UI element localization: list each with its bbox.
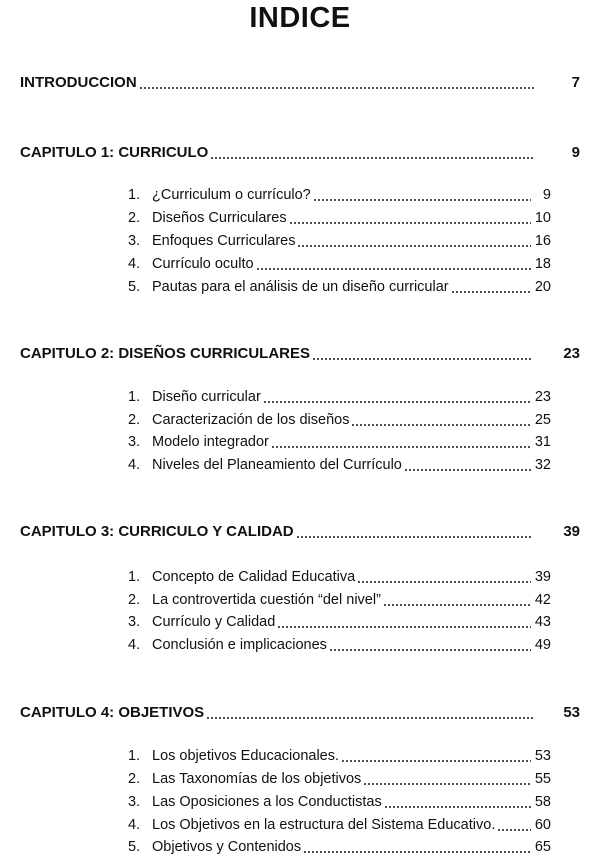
toc-item-label: Conclusión e implicaciones [152,637,327,653]
toc-page-number: 23 [534,389,551,405]
toc-item[interactable] [128,276,551,298]
toc-item-label: Los Objetivos en la estructura del Sistema Educativo. [152,817,496,833]
toc-item-number: 1. [128,569,141,585]
dot-leader [303,850,531,854]
toc-item-label: Caracterización de los diseños [152,412,350,428]
toc-item-label: Modelo integrador [152,434,269,450]
toc-item[interactable] [128,454,551,476]
toc-page-number: 10 [534,210,551,226]
toc-item-label: Las Taxonomías de los objetivos [152,771,362,787]
toc-item-number: 2. [128,412,141,428]
toc-item[interactable] [128,230,551,252]
toc-item-label: Currículo y Calidad [152,614,276,630]
toc-chapter-4[interactable] [20,702,580,724]
toc-page-number: 49 [534,637,551,653]
toc-item[interactable] [128,836,551,858]
toc-page-number: 32 [534,457,551,473]
toc-item[interactable] [128,814,551,836]
toc-page-number: 60 [534,817,551,833]
dot-leader [271,445,531,449]
dot-leader [296,535,534,539]
toc-item-label: Diseños Curriculares [152,210,287,226]
toc-page-number: 53 [534,748,551,764]
toc-chapter-3[interactable] [20,521,580,543]
dot-leader [497,828,531,832]
toc-item-number: 4. [128,457,141,473]
toc-item[interactable] [128,611,551,633]
toc-item-number: 4. [128,256,141,272]
toc-item-label: ¿Curriculum o currículo? [152,187,311,203]
toc-item[interactable] [128,566,551,588]
dot-leader [351,423,530,427]
toc-item-number: 2. [128,592,141,608]
toc-item-number: 5. [128,839,141,855]
toc-item[interactable] [128,409,551,431]
toc-page-number: 25 [534,412,551,428]
dot-leader [363,782,531,786]
toc-page-number: 65 [534,839,551,855]
page-title: INDICE [249,2,351,34]
toc-item[interactable] [128,768,551,790]
toc-chapter-1[interactable] [20,142,580,164]
dot-leader [263,400,531,404]
toc-item-number: 3. [128,233,141,249]
toc-item[interactable] [128,589,551,611]
dot-leader [329,648,531,652]
toc-chapter-label: CAPITULO 2: DISEÑOS CURRICULARES [20,345,311,362]
toc-page-number: 16 [534,233,551,249]
toc-page-number: 7 [571,74,580,91]
toc-item-label: La controvertida cuestión “del nivel” [152,592,381,608]
toc-item-number: 4. [128,817,141,833]
dot-leader [313,198,531,202]
toc-item-number: 1. [128,389,141,405]
toc-item[interactable] [128,386,551,408]
dot-leader [139,86,534,90]
dot-leader [210,156,534,160]
toc-chapter-label: CAPITULO 4: OBJETIVOS [20,704,205,721]
toc-item[interactable] [128,791,551,813]
toc-chapter-label: CAPITULO 3: CURRICULO Y CALIDAD [20,523,294,540]
toc-entry-introduction[interactable] [20,72,580,94]
toc-item[interactable] [128,745,551,767]
toc-item[interactable] [128,431,551,453]
toc-item-number: 4. [128,637,141,653]
toc-item-number: 1. [128,187,141,203]
toc-page-number: 31 [534,434,551,450]
toc-item-number: 1. [128,748,141,764]
toc-page-number: 58 [534,794,551,810]
toc-item-label: Las Oposiciones a los Conductistas [152,794,382,810]
toc-page-number: 23 [563,345,580,362]
toc-item-number: 3. [128,794,141,810]
toc-chapter-2[interactable] [20,343,580,365]
toc-item-label: Currículo oculto [152,256,254,272]
toc-item-number: 2. [128,771,141,787]
toc-item-label: Pautas para el análisis de un diseño curricular [152,279,449,295]
toc-item-label: Concepto de Calidad Educativa [152,569,356,585]
toc-page-number: 53 [563,704,580,721]
toc-item[interactable] [128,253,551,275]
dot-leader [312,357,533,361]
toc-item-number: 3. [128,434,141,450]
toc-item-number: 2. [128,210,141,226]
toc-entry-label: INTRODUCCION [20,74,137,91]
toc-item-label: Enfoques Curriculares [152,233,296,249]
toc-page-number: 42 [534,592,551,608]
toc-page-number: 9 [571,144,580,161]
dot-leader [256,267,531,271]
toc-item-label: Objetivos y Contenidos [152,839,302,855]
toc-page-number: 43 [534,614,551,630]
toc-item-number: 5. [128,279,141,295]
dot-leader [206,716,533,720]
toc-item[interactable] [128,184,551,206]
toc-page-number: 20 [534,279,551,295]
toc-chapter-label: CAPITULO 1: CURRICULO [20,144,209,161]
dot-leader [383,603,531,607]
toc-page-number: 18 [534,256,551,272]
toc-item-label: Niveles del Planeamiento del Currículo [152,457,402,473]
dot-leader [341,759,531,763]
dot-leader [384,805,531,809]
toc-page-number: 39 [534,569,551,585]
toc-item[interactable] [128,634,551,656]
dot-leader [357,580,531,584]
dot-leader [451,290,531,294]
dot-leader [404,468,531,472]
dot-leader [289,221,531,225]
dot-leader [277,625,531,629]
dot-leader [297,244,530,248]
toc-item[interactable] [128,207,551,229]
toc-page-number: 55 [534,771,551,787]
toc-page-number: 9 [542,187,551,203]
toc-item-label: Diseño curricular [152,389,261,405]
toc-page-number: 39 [563,523,580,540]
toc-item-label: Los objetivos Educacionales. [152,748,340,764]
toc-item-number: 3. [128,614,141,630]
